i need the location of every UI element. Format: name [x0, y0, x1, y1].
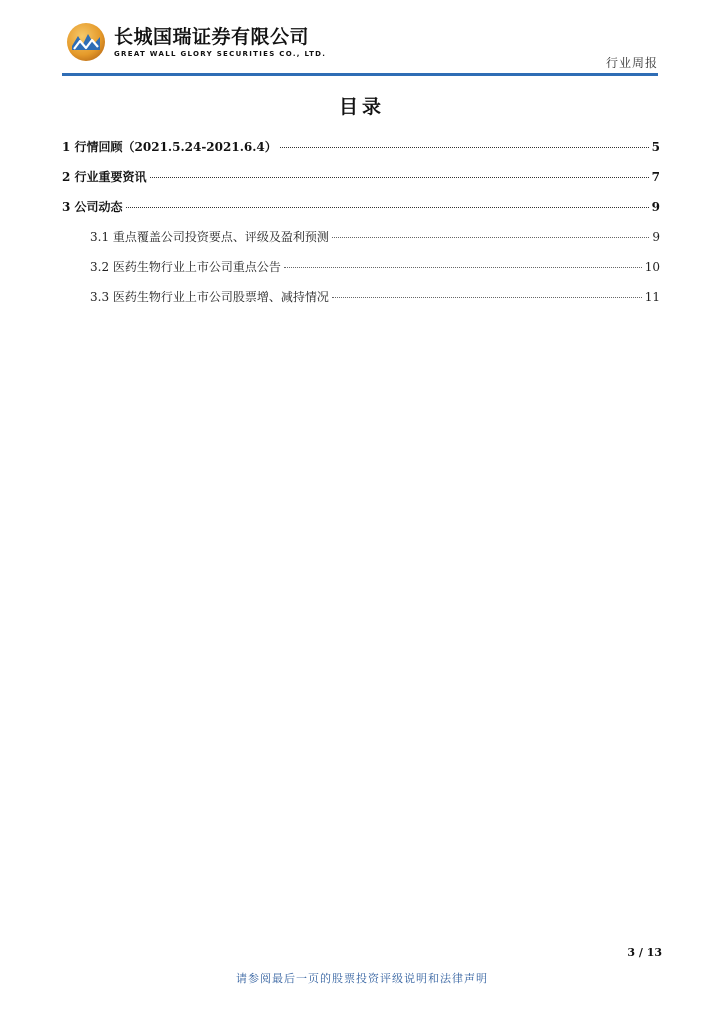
- toc-entry-label: 3.1 重点覆盖公司投资要点、评级及盈利预测: [90, 230, 329, 244]
- toc-entry-3[interactable]: [62, 198, 660, 228]
- toc-title: 目录: [338, 96, 385, 118]
- toc-entry-label: 3.3 医药生物行业上市公司股票增、减持情况: [90, 290, 329, 304]
- company-name-en: GREAT WALL GLORY SECURITIES CO., LTD.: [114, 50, 327, 58]
- toc-entry-page: 9: [651, 200, 660, 214]
- toc-entry-1[interactable]: [62, 138, 660, 168]
- footer-disclaimer: 请参阅最后一页的股票投资评级说明和法律声明: [236, 972, 488, 985]
- toc-entry-3-3[interactable]: [62, 288, 660, 318]
- toc-entry-label: 3.2 医药生物行业上市公司重点公告: [90, 260, 281, 274]
- toc-entry-3-1[interactable]: [62, 228, 660, 258]
- toc-entry-page: 10: [644, 260, 660, 274]
- page-number: 3 / 13: [627, 946, 662, 959]
- toc-leader-dots: [332, 237, 649, 238]
- company-logo: [66, 22, 326, 62]
- toc-entry-label: 1 行情回顾（2021.5.24-2021.6.4）: [62, 140, 277, 154]
- toc-entry-3-2[interactable]: [62, 258, 660, 288]
- toc-leader-dots: [280, 147, 649, 148]
- company-name-cn: 长城国瑞证券有限公司: [114, 26, 310, 48]
- toc-leader-dots: [150, 177, 649, 178]
- toc-entry-2[interactable]: [62, 168, 660, 198]
- toc-entry-page: 11: [644, 290, 660, 304]
- toc-entry-page: 7: [651, 170, 660, 184]
- toc-leader-dots: [126, 207, 649, 208]
- toc-entry-page: 5: [651, 140, 660, 154]
- great-wall-glory-logo-icon: [66, 22, 106, 62]
- toc-entry-page: 9: [652, 230, 660, 244]
- toc-entry-label: 3 公司动态: [62, 200, 123, 214]
- toc-entry-label: 2 行业重要资讯: [62, 170, 147, 184]
- toc-leader-dots: [332, 297, 642, 298]
- table-of-contents: [62, 138, 660, 318]
- toc-leader-dots: [284, 267, 642, 268]
- header-divider: [62, 73, 658, 76]
- report-type-label: 行业周报: [605, 56, 658, 70]
